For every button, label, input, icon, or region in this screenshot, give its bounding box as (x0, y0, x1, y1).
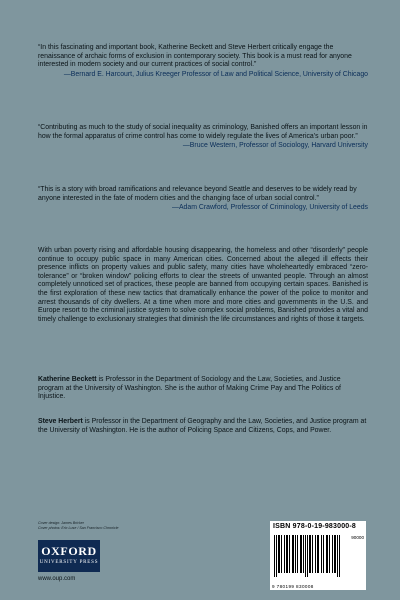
author-bio-text: is Professor in the Department of Sociology and the Law, Societies, and Justice program at the University of Washington. She is the author of Making Crime Pay and The Politics of Injustice. (38, 376, 341, 401)
price-code: 90000 (351, 535, 364, 540)
barcode-icon (274, 535, 340, 577)
barcode-digits: 9 780199 830008 (272, 584, 314, 589)
blurb-quote: “Contributing as much to the study of social inequality as criminology, Banished offers an important lesson in how the formal apparatus of crime control has come to widely regulate the lives of America’s urban poor.” (38, 124, 368, 140)
author-bio-text: is Professor in the Department of Geography and the Law, Societies, and Justice program at the University of Washington. He is the author of Policing Space and Citizens, Cops, and Power. (38, 418, 367, 434)
description-text: With urban poverty rising and affordable housing disappearing, the homeless and other “disorderly” people continue to occupy public space in many American cities. Concerned about the alleged ill effects their presence inflicts on property values and public safety, many cities have wholeheartedly embraced “zero-tolerance” or “broken window” policing efforts to clear the streets of unwanted people. Through an almost completely unnoticed set of practices, these people are banned from occupying certain spaces. Banished is the first exploration of these new tactics that dramatically enhance the power of the police to monitor and arrest thousands of city dwellers. At a time when more and more cities and governments in the U.S. and Europe resort to the criminal justice system to solve complex social problems, Banished provides a vital and timely challenge to exclusionary strategies that diminish the life circumstances and rights of those it targets. (38, 247, 368, 323)
blurb-western (38, 124, 368, 151)
author-bio-beckett (38, 376, 368, 402)
blurb-attribution: —Bruce Western, Professor of Sociology, Harvard University (182, 142, 368, 150)
blurb-quote: “In this fascinating and important book, Katherine Beckett and Steve Herbert critically engage the renaissance of archaic forms of exclusion in contemporary society. This book is a must read for anyone interested in modern society and our current practices of social control.” (38, 44, 352, 69)
blurb-attribution: —Bernard E. Harcourt, Julius Kreeger Professor of Law and Political Science, University of Chicago (63, 70, 368, 78)
blurb-crawford (38, 186, 368, 213)
oxford-logo (38, 540, 100, 572)
isbn-label: ISBN 978-0-19-983000-8 (273, 523, 357, 530)
isbn-barcode-box (270, 521, 366, 590)
oxford-logo-subtitle: UNIVERSITY PRESS (39, 560, 99, 565)
blurb-attribution: —Adam Crawford, Professor of Criminology, University of Leeds (172, 204, 368, 212)
book-description (38, 247, 368, 324)
cover-photo-credit: Cover photos: Eric Luse / San Francisco Chronicle (38, 525, 119, 530)
publisher-url[interactable]: www.oup.com (38, 576, 76, 582)
author-bio-herbert (38, 418, 368, 435)
cover-design-credit: Cover design: James Bricker (38, 521, 84, 525)
blurb-quote: “This is a story with broad ramifications and relevance beyond Seattle and deserves to be widely read by anyone interested in the fate of modern cities and the changing face of urban social control.” (38, 186, 357, 202)
author-name: Katherine Beckett (38, 376, 97, 383)
author-name: Steve Herbert (38, 418, 83, 425)
blurb-harcourt (38, 44, 368, 79)
cover-credits (38, 521, 119, 530)
oxford-logo-wordmark: OXFORD (41, 544, 97, 558)
